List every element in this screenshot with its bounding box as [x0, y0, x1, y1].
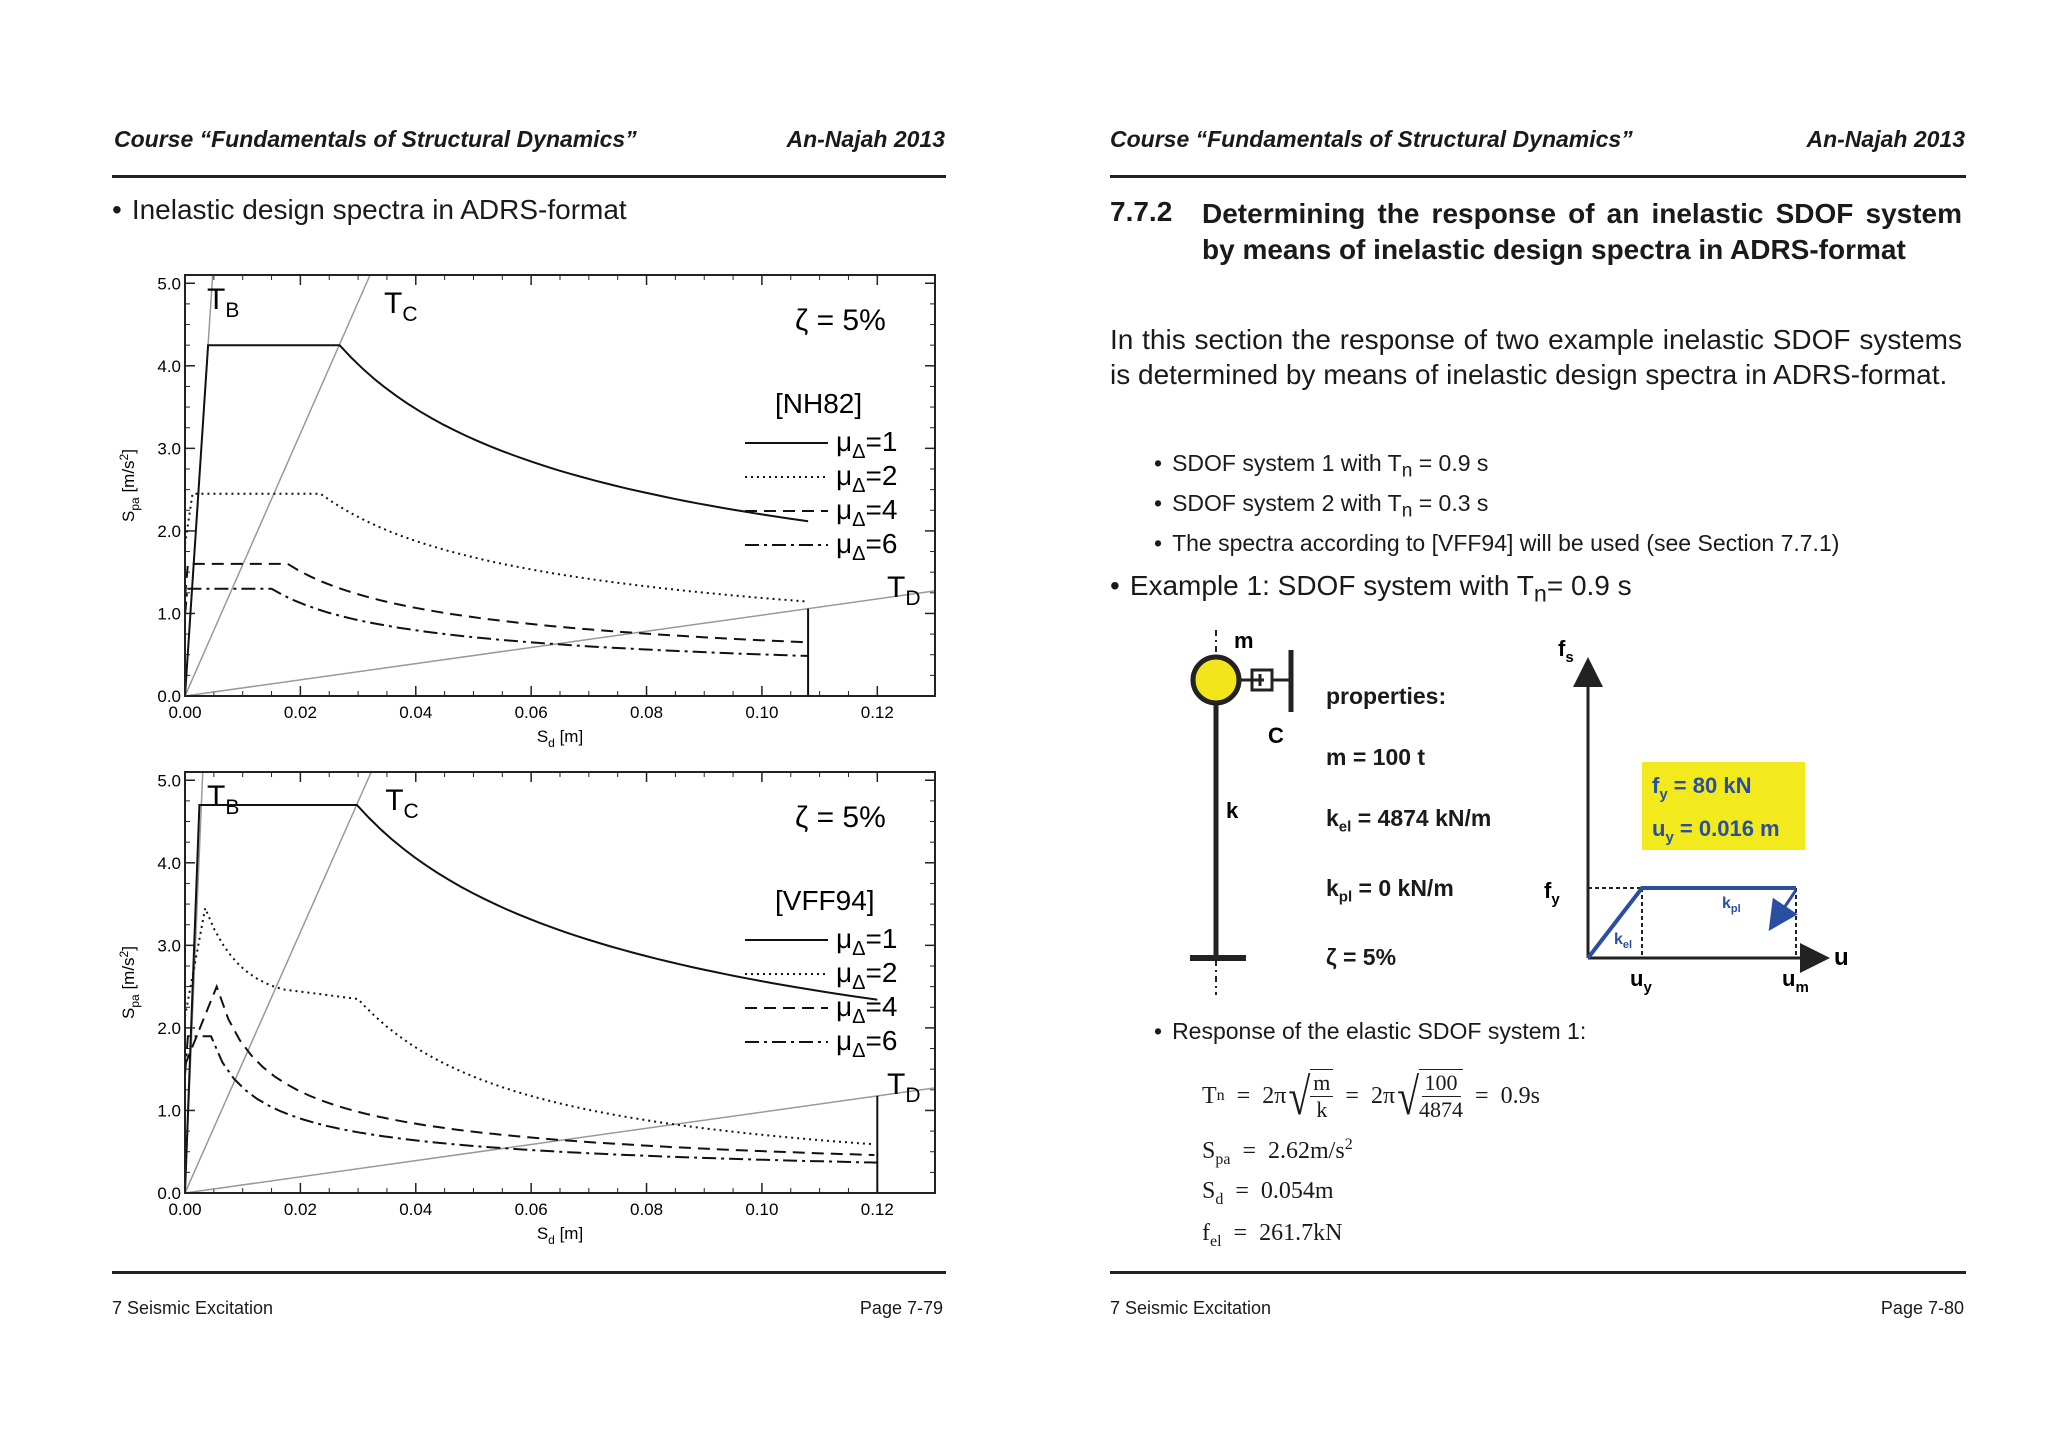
y-tick-label: 4.0 [157, 853, 181, 873]
x-tick-label: 0.00 [168, 1200, 202, 1219]
period-line-C [185, 275, 370, 696]
header-course: Course “Fundamentals of Structural Dynamics” [1110, 126, 1633, 152]
formula-spa: $S_{pa} = 2.62m/s^2$ [1202, 1136, 1353, 1168]
force-displacement-diagram [1524, 628, 1924, 998]
period-label-B: $T_B$ [207, 780, 240, 819]
footer-page: Page 7-79 [859, 1298, 943, 1318]
x-tick-label: 0.08 [629, 703, 664, 722]
damping-label: ζ = 5% [795, 801, 886, 834]
y-tick-label: 0.0 [157, 1184, 181, 1203]
period-label-C: $T_C$ [385, 784, 419, 823]
series-line-mu-2 [185, 908, 872, 1144]
mass-value: m = 100 t [1326, 744, 1426, 770]
y-axis-label: $S_{pa}$ $[m/s^2]$ [117, 449, 142, 522]
intro-paragraph: In this section the response of two example inelastic SDOF systems is determined by means of inelastic design spectra in ADRS-format. [1110, 324, 1962, 390]
kpl-value: $k_{pl} = 0$ kN/m [1326, 874, 1454, 906]
footer-rule [1110, 1271, 1966, 1274]
bullet-inelastic-spectra: • Inelastic design spectra in ADRS-format [112, 194, 627, 225]
y-tick-label: 0.0 [157, 687, 181, 706]
x-tick-label: 0.04 [399, 703, 433, 722]
y-tick-label: 5.0 [157, 274, 181, 294]
legend-entry: $\mu_\Delta=4$ [836, 991, 898, 1028]
properties-title: properties: [1326, 683, 1447, 709]
x-tick-label: 0.02 [283, 703, 317, 722]
footer-chapter: 7 Seismic Excitation [112, 1298, 274, 1318]
x-tick-label: 0.02 [283, 1200, 317, 1219]
damping-label: ζ = 5% [795, 304, 886, 337]
y-tick-label: 1.0 [157, 1101, 181, 1121]
list-item: • SDOF system 2 with $T_n = 0.3$ s [1154, 490, 1489, 522]
y-axis-label: $S_{pa}$ $[m/s^2]$ [117, 946, 142, 1019]
um-tick-label: $u_m$ [1782, 966, 1809, 996]
fs-axis-label: $f_s$ [1558, 636, 1574, 666]
damper-label: C [1268, 723, 1284, 748]
formula-fel: $f_{el} = 261.7kN$ [1202, 1220, 1343, 1250]
footer-chapter: 7 Seismic Excitation [1110, 1298, 1272, 1318]
formula-period: T n = 2π √ $\frac{m}{k}$ = 2π √ $\frac{100}{4874}$ = 0.9s [1202, 1066, 1540, 1126]
code-label: [NH82] [775, 388, 863, 419]
footer-rule [112, 1271, 946, 1274]
series-line-mu-1 [185, 345, 808, 696]
series-line-mu-6 [185, 1036, 877, 1162]
unloading-arrow [1772, 890, 1796, 926]
uy-value: $u_y = 0.016$ m [1652, 816, 1780, 846]
formula-sd: $S_d = 0.054m$ [1202, 1178, 1334, 1208]
legend-entry: $\mu_\Delta=6$ [836, 528, 898, 565]
bullet-text: Inelastic design spectra in ADRS-format [131, 194, 627, 225]
kpl-label: $k_{pl}$ [1722, 895, 1741, 915]
y-tick-label: 2.0 [157, 1018, 181, 1038]
header-year: An-Najah 2013 [1806, 126, 1965, 152]
section-title: Determining the response of an inelastic SDOF system by means of inelastic design spectra in ADRS-format [1202, 198, 1962, 265]
u-axis-label: u [1834, 944, 1849, 971]
x-tick-label: 0.12 [860, 703, 894, 722]
x-axis-label: $S_d$ [m] [536, 727, 584, 750]
legend-entry: $\mu_\Delta=2$ [836, 957, 898, 994]
properties-block [1326, 666, 1491, 988]
spring-label: k [1226, 798, 1239, 823]
legend-entry: $\mu_\Delta=4$ [836, 494, 898, 531]
y-tick-label: 2.0 [157, 521, 181, 541]
legend-entry: $\mu_\Delta=1$ [836, 923, 898, 960]
x-tick-label: 0.10 [745, 703, 779, 722]
plot-frame [185, 275, 935, 696]
code-label: [VFF94] [775, 885, 875, 916]
list-item: • SDOF system 1 with $T_n = 0.9$ s [1154, 450, 1489, 482]
fy-tick-label: $f_y$ [1544, 878, 1560, 908]
header-year: An-Najah 2013 [786, 126, 945, 152]
plot-frame [185, 772, 935, 1193]
period-label-D: $T_D$ [887, 570, 921, 610]
period-label-D: $T_D$ [887, 1067, 921, 1107]
legend-entry: $\mu_\Delta=1$ [836, 426, 898, 463]
section-number: 7.7.2 [1110, 196, 1173, 227]
x-tick-label: 0.06 [514, 703, 548, 722]
legend-entry: $\mu_\Delta=2$ [836, 460, 898, 497]
series-line-mu-2 [185, 494, 808, 602]
x-tick-label: 0.10 [745, 1200, 779, 1219]
x-tick-label: 0.12 [860, 1200, 894, 1219]
y-tick-label: 3.0 [157, 936, 181, 956]
mass-label: m [1234, 630, 1254, 653]
series-line-mu-4 [185, 564, 808, 643]
legend-entry: $\mu_\Delta=6$ [836, 1025, 898, 1062]
period-label-C: $T_C$ [384, 287, 418, 326]
list-item: • The spectra according to [VFF94] will be used (see Section 7.7.1) [1154, 530, 1840, 556]
kel-label: $k_{el}$ [1614, 931, 1633, 951]
chart-nh82 [110, 255, 950, 755]
chart-vff94 [110, 752, 950, 1252]
response-bullet: • Response of the elastic SDOF system 1: [1154, 1018, 1587, 1044]
y-tick-label: 1.0 [157, 604, 181, 624]
kel-value: $k_{el} = 4874$ kN/m [1326, 805, 1492, 836]
damping-value: ζ = 5% [1326, 944, 1397, 971]
y-tick-label: 5.0 [157, 771, 181, 791]
uy-tick-label: $u_y$ [1630, 966, 1652, 996]
x-tick-label: 0.08 [629, 1200, 664, 1219]
header-rule [112, 175, 946, 178]
x-tick-label: 0.06 [514, 1200, 548, 1219]
series-line-mu-1 [185, 805, 877, 1193]
x-axis-label: $S_d$ [m] [536, 1224, 584, 1247]
header-rule [1110, 175, 1966, 178]
fy-value: $f_y = 80$ kN [1652, 773, 1752, 803]
x-tick-label: 0.04 [399, 1200, 433, 1219]
header-course: Course “Fundamentals of Structural Dynamics” [114, 126, 637, 152]
x-tick-label: 0.00 [168, 703, 202, 722]
period-label-B: $T_B$ [207, 283, 240, 322]
example-heading: • Example 1: SDOF system with $T_n= 0.9$ s [1110, 570, 1632, 607]
mass-circle [1193, 657, 1239, 703]
footer-page: Page 7-80 [1880, 1298, 1964, 1318]
y-tick-label: 4.0 [157, 356, 181, 376]
right-page [1024, 0, 2048, 1448]
y-tick-label: 3.0 [157, 439, 181, 459]
period-line-C [185, 772, 371, 1193]
series-line-mu-4 [185, 987, 874, 1155]
